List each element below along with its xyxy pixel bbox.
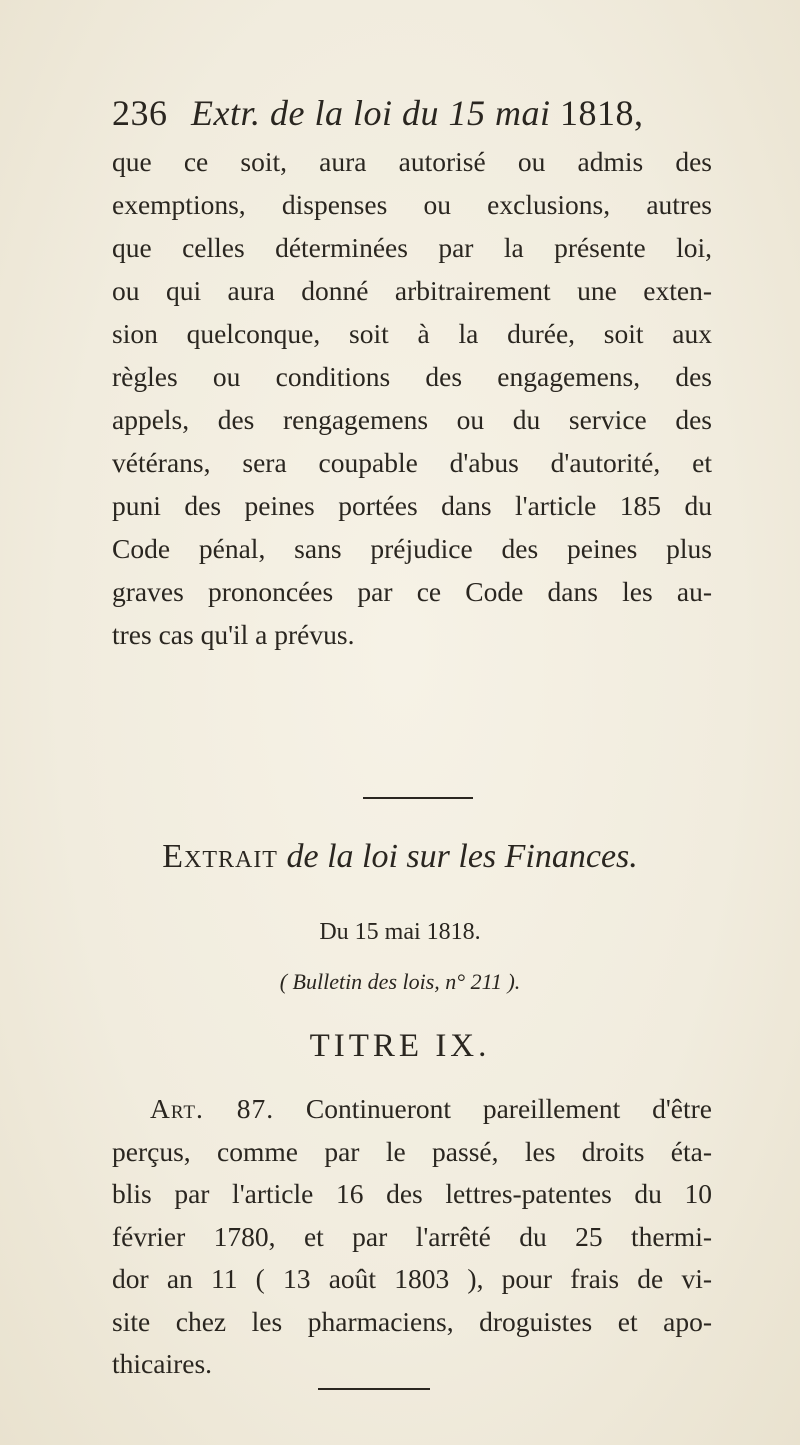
bulletin-reference: ( Bulletin des lois, n° 211 ).	[279, 969, 521, 994]
text-line: vétérans, sera coupable d'abus d'autorité, et	[112, 447, 712, 478]
section-title	[0, 838, 800, 876]
end-divider	[318, 1388, 430, 1390]
section-date: Du 15 mai 1818.	[319, 919, 481, 945]
text-line: blis par l'article 16 des lettres-patentes du 10	[112, 1178, 712, 1209]
text-line: site chez les pharmaciens, droguistes et apo-	[112, 1305, 712, 1337]
section-title-caps: Extrait	[162, 838, 278, 875]
section-title-italic: de la loi sur les Finances.	[286, 838, 638, 875]
page-number: 236	[112, 93, 168, 133]
titre-heading: TITRE IX.	[309, 1028, 491, 1064]
text-line: tres cas qu'il a prévus.	[112, 619, 355, 650]
running-title: Extr. de la loi du 15 mai	[191, 93, 551, 133]
text-line: que ce soit, aura autorisé ou admis des	[112, 146, 712, 177]
running-year: 1818,	[559, 93, 644, 133]
text-line: février 1780, et par l'arrêté du 25 thermi-	[112, 1220, 712, 1252]
text-line: dor an 11 ( 13 août 1803 ), pour frais de vi-	[112, 1263, 712, 1294]
text-line: appels, des rengagemens ou du service des	[112, 404, 712, 435]
text-line: exemptions, dispenses ou exclusions, autres	[112, 189, 712, 220]
text-line: sion quelconque, soit à la durée, soit aux	[112, 318, 712, 349]
article-label: Art. 87.	[150, 1093, 275, 1124]
text-line: graves prononcées par ce Code dans les au-	[112, 576, 712, 607]
section-divider	[363, 797, 473, 799]
running-header	[112, 92, 643, 134]
text-line: puni des peines portées dans l'article 185 du	[112, 490, 712, 521]
article-first-line: Continueront pareillement d'être	[305, 1093, 713, 1124]
text-line: que celles déterminées par la présente loi,	[112, 232, 712, 263]
article-paragraph	[112, 1088, 712, 1386]
text-line: thicaires.	[112, 1348, 213, 1379]
text-line: règles ou conditions des engagemens, des	[112, 361, 712, 392]
text-line: ou qui aura donné arbitrairement une exten-	[112, 275, 712, 306]
paragraph-continued	[112, 140, 712, 656]
text-line: Code pénal, sans préjudice des peines plus	[112, 533, 712, 564]
text-line: perçus, comme par le passé, les droits éta-	[112, 1135, 712, 1167]
text-line	[112, 1088, 712, 1131]
